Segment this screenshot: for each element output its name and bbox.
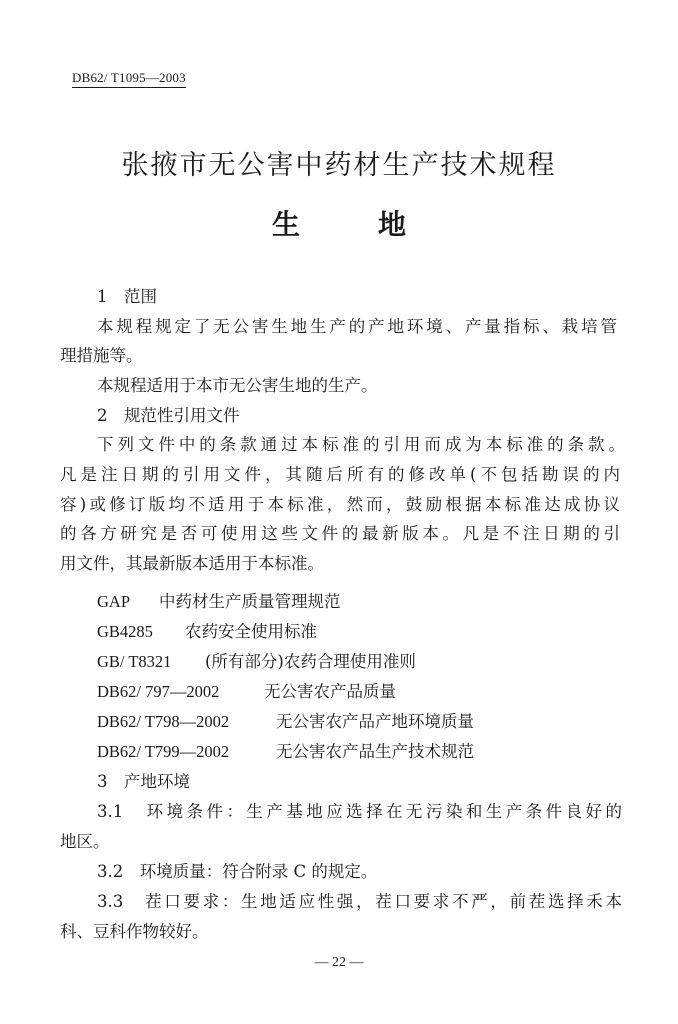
section-2-paragraph-line-5: 用文件，其最新版本适用于本标准。 xyxy=(60,554,324,573)
section-1-paragraph-1-line-1: 本规程规定了无公害生地生产的产地环境、产量指标、栽培管 xyxy=(97,317,617,336)
reference-code: DB62/ 797—2002 xyxy=(97,682,220,701)
section-3-1-line-1: 3.1 环境条件：生产基地应选择在无污染和生产条件良好的 xyxy=(97,802,622,821)
reference-code: GB4285 xyxy=(97,622,153,641)
reference-title: 中药材生产质量管理规范 xyxy=(159,592,341,611)
section-2-heading: 2 规范性引用文件 xyxy=(97,406,240,425)
section-3-3-line-2: 科、豆科作物较好。 xyxy=(60,922,209,941)
document-title: 张掖市无公害中药材生产技术规程 xyxy=(121,150,557,181)
reference-title: 无公害农产品产地环境质量 xyxy=(276,712,474,731)
standard-code: DB62/ T1095—2003 xyxy=(72,70,186,88)
section-2-paragraph-line-4: 的各方研究是否可使用这些文件的最新版本。凡是不注日期的引 xyxy=(60,524,620,543)
section-3-2: 3.2 环境质量：符合附录 C 的规定。 xyxy=(97,862,378,881)
document-subtitle: 生地 xyxy=(271,208,484,241)
reference-code: GAP xyxy=(97,592,131,611)
reference-title: 无公害农产品生产技术规范 xyxy=(276,742,474,761)
section-1-paragraph-1-line-2: 理措施等。 xyxy=(60,346,143,365)
section-3-1-line-2: 地区。 xyxy=(60,832,110,851)
reference-item xyxy=(97,684,396,701)
reference-item xyxy=(97,714,474,731)
section-2-paragraph-line-3: 容)或修订版均不适用于本标准，然而，鼓励根据本标准达成协议 xyxy=(60,495,620,514)
reference-item xyxy=(97,654,416,671)
reference-title: 农药安全使用标准 xyxy=(185,622,317,641)
reference-code: DB62/ T798—2002 xyxy=(97,712,230,731)
section-1-paragraph-2: 本规程适用于本市无公害生地的生产。 xyxy=(97,376,378,395)
section-3-3-line-1: 3.3 茬口要求：生地适应性强，茬口要求不严，前茬选择禾本 xyxy=(97,892,622,911)
reference-title: 无公害农产品质量 xyxy=(264,682,396,701)
section-2-paragraph-line-1: 下列文件中的条款通过本标准的引用而成为本标准的条款。 xyxy=(97,435,625,454)
reference-item xyxy=(97,594,341,611)
reference-code: GB/ T8321 xyxy=(97,652,172,671)
page-number: — 22 — xyxy=(314,955,364,970)
section-2-paragraph-line-2: 凡是注日期的引用文件，其随后所有的修改单(不包括勘误的内 xyxy=(60,465,620,484)
reference-item xyxy=(97,744,474,761)
section-1-heading: 1 范围 xyxy=(97,287,157,306)
section-3-heading: 3 产地环境 xyxy=(97,772,190,791)
reference-code: DB62/ T799—2002 xyxy=(97,742,230,761)
reference-item xyxy=(97,624,317,641)
reference-title: (所有部分)农药合理使用准则 xyxy=(205,652,416,671)
